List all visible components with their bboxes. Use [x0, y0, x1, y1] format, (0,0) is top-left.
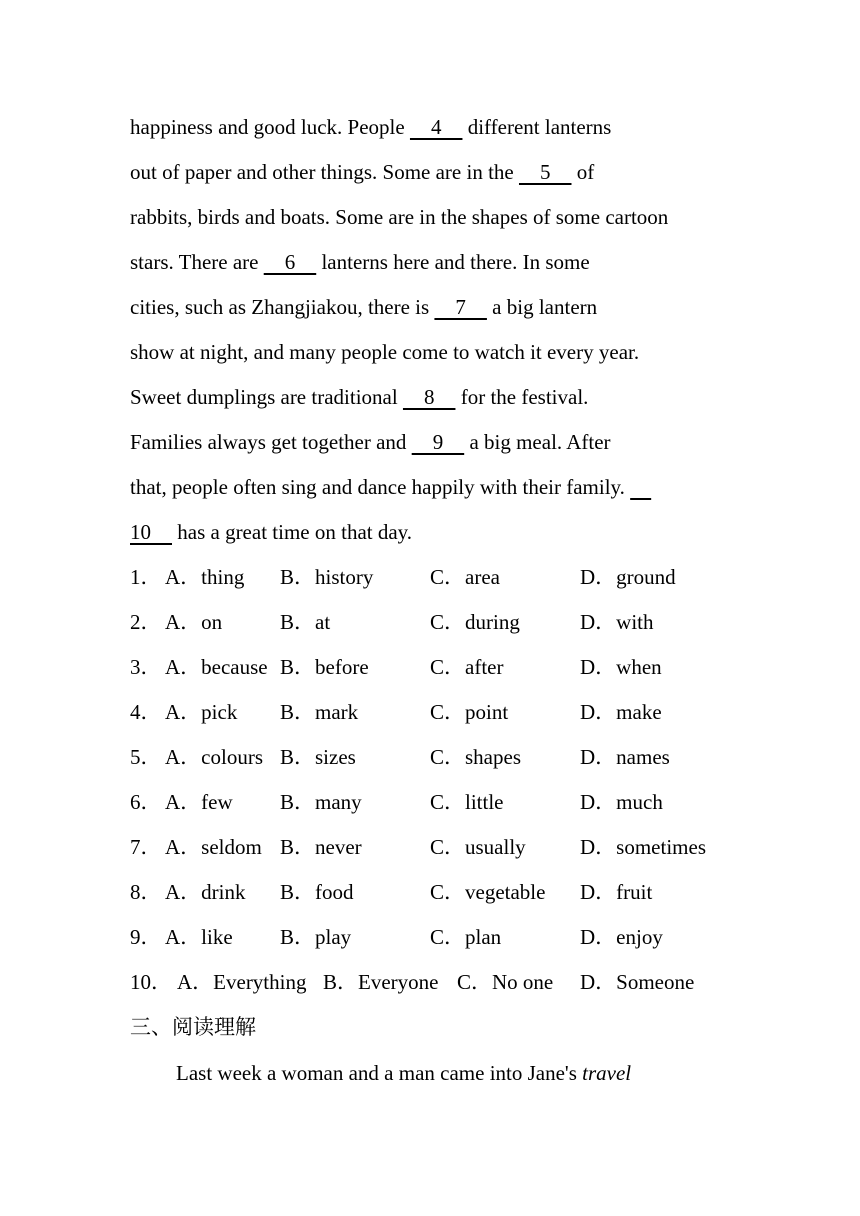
option-d: D．fruit [580, 880, 653, 904]
text: Families always get together and [130, 430, 412, 454]
option-c: C．after [430, 655, 504, 679]
section-title: 三、阅读理解 [130, 1015, 256, 1039]
text: different lanterns [462, 115, 612, 139]
blank-10-end: 10 [130, 520, 172, 544]
text: cities, such as Zhangjiakou, there is [130, 295, 435, 319]
option-a: A．like [165, 925, 233, 949]
passage-line-1 [130, 113, 611, 141]
text: a big lantern [486, 295, 598, 319]
option-d: D．names [580, 745, 670, 769]
option-c: C．vegetable [430, 880, 546, 904]
option-b: B．sizes [280, 745, 356, 769]
text: Last week a woman and a man came into Jane's [176, 1061, 583, 1085]
option-c: C．area [430, 565, 500, 589]
option-d: D．enjoy [580, 925, 663, 949]
blank-4: 4 [409, 115, 463, 139]
question-number: 5． [130, 745, 162, 769]
option-b: B．at [280, 610, 331, 634]
question-number: 1． [130, 565, 162, 589]
option-d: D．when [580, 655, 662, 679]
question-number: 7． [130, 835, 162, 859]
blank-6: 6 [263, 250, 317, 274]
blank-10-start [630, 473, 651, 501]
blank-9: 9 [411, 430, 465, 454]
option-b: B．before [280, 655, 369, 679]
text: a big meal. After [464, 430, 611, 454]
option-c: C．during [430, 610, 520, 634]
text: out of paper and other things. Some are in the [130, 160, 519, 184]
option-b: B．mark [280, 700, 359, 724]
option-d: D．with [580, 610, 654, 634]
option-b: B．never [280, 835, 362, 859]
text: has a great time on that day. [172, 520, 413, 544]
passage-line-8 [130, 428, 611, 456]
option-a: A．colours [165, 745, 263, 769]
question-number: 2． [130, 610, 162, 634]
option-c: C．little [430, 790, 504, 814]
passage-line-6: show at night, and many people come to watch it every year. [130, 340, 640, 364]
passage-line-2 [130, 158, 594, 186]
question-number: 8． [130, 880, 162, 904]
passage-line-3: rabbits, birds and boats. Some are in the shapes of some cartoon [130, 205, 669, 229]
option-a: A．Everything [177, 970, 307, 994]
option-b: B．many [280, 790, 362, 814]
text: lanterns here and there. In some [316, 250, 590, 274]
blank-8: 8 [402, 385, 456, 409]
option-a: A．pick [165, 700, 238, 724]
option-a: A．few [165, 790, 233, 814]
option-c: C．No one [457, 970, 554, 994]
passage-line-10 [130, 518, 412, 546]
reading-first-line [176, 1059, 631, 1087]
passage-line-9 [130, 473, 651, 501]
blank-5: 5 [518, 160, 572, 184]
passage-line-5 [130, 293, 597, 321]
question-number: 9． [130, 925, 162, 949]
option-a: A．thing [165, 565, 245, 589]
option-d: D．much [580, 790, 663, 814]
option-d: D．sometimes [580, 835, 706, 859]
option-c: C．usually [430, 835, 526, 859]
text: stars. There are [130, 250, 264, 274]
option-a: A．on [165, 610, 223, 634]
text: for the festival. [455, 385, 589, 409]
italic-text: travel [582, 1061, 632, 1085]
option-b: B．Everyone [323, 970, 439, 994]
question-number: 3． [130, 655, 162, 679]
option-d: D．Someone [580, 970, 695, 994]
option-b: B．history [280, 565, 374, 589]
text: of [571, 160, 595, 184]
blank-7: 7 [434, 295, 487, 319]
option-d: D．ground [580, 565, 676, 589]
passage-line-7 [130, 383, 588, 411]
text: that, people often sing and dance happily with their family. [130, 475, 631, 499]
question-number: 6． [130, 790, 162, 814]
question-number: 4． [130, 700, 162, 724]
option-b: B．food [280, 880, 354, 904]
option-c: C．shapes [430, 745, 521, 769]
question-number: 10． [130, 970, 172, 994]
text: happiness and good luck. People [130, 115, 410, 139]
option-b: B．play [280, 925, 352, 949]
passage-line-4 [130, 248, 590, 276]
option-a: A．seldom [165, 835, 262, 859]
option-d: D．make [580, 700, 662, 724]
text: Sweet dumplings are traditional [130, 385, 403, 409]
option-a: A．because [165, 655, 268, 679]
option-c: C．point [430, 700, 509, 724]
option-c: C．plan [430, 925, 502, 949]
option-a: A．drink [165, 880, 246, 904]
